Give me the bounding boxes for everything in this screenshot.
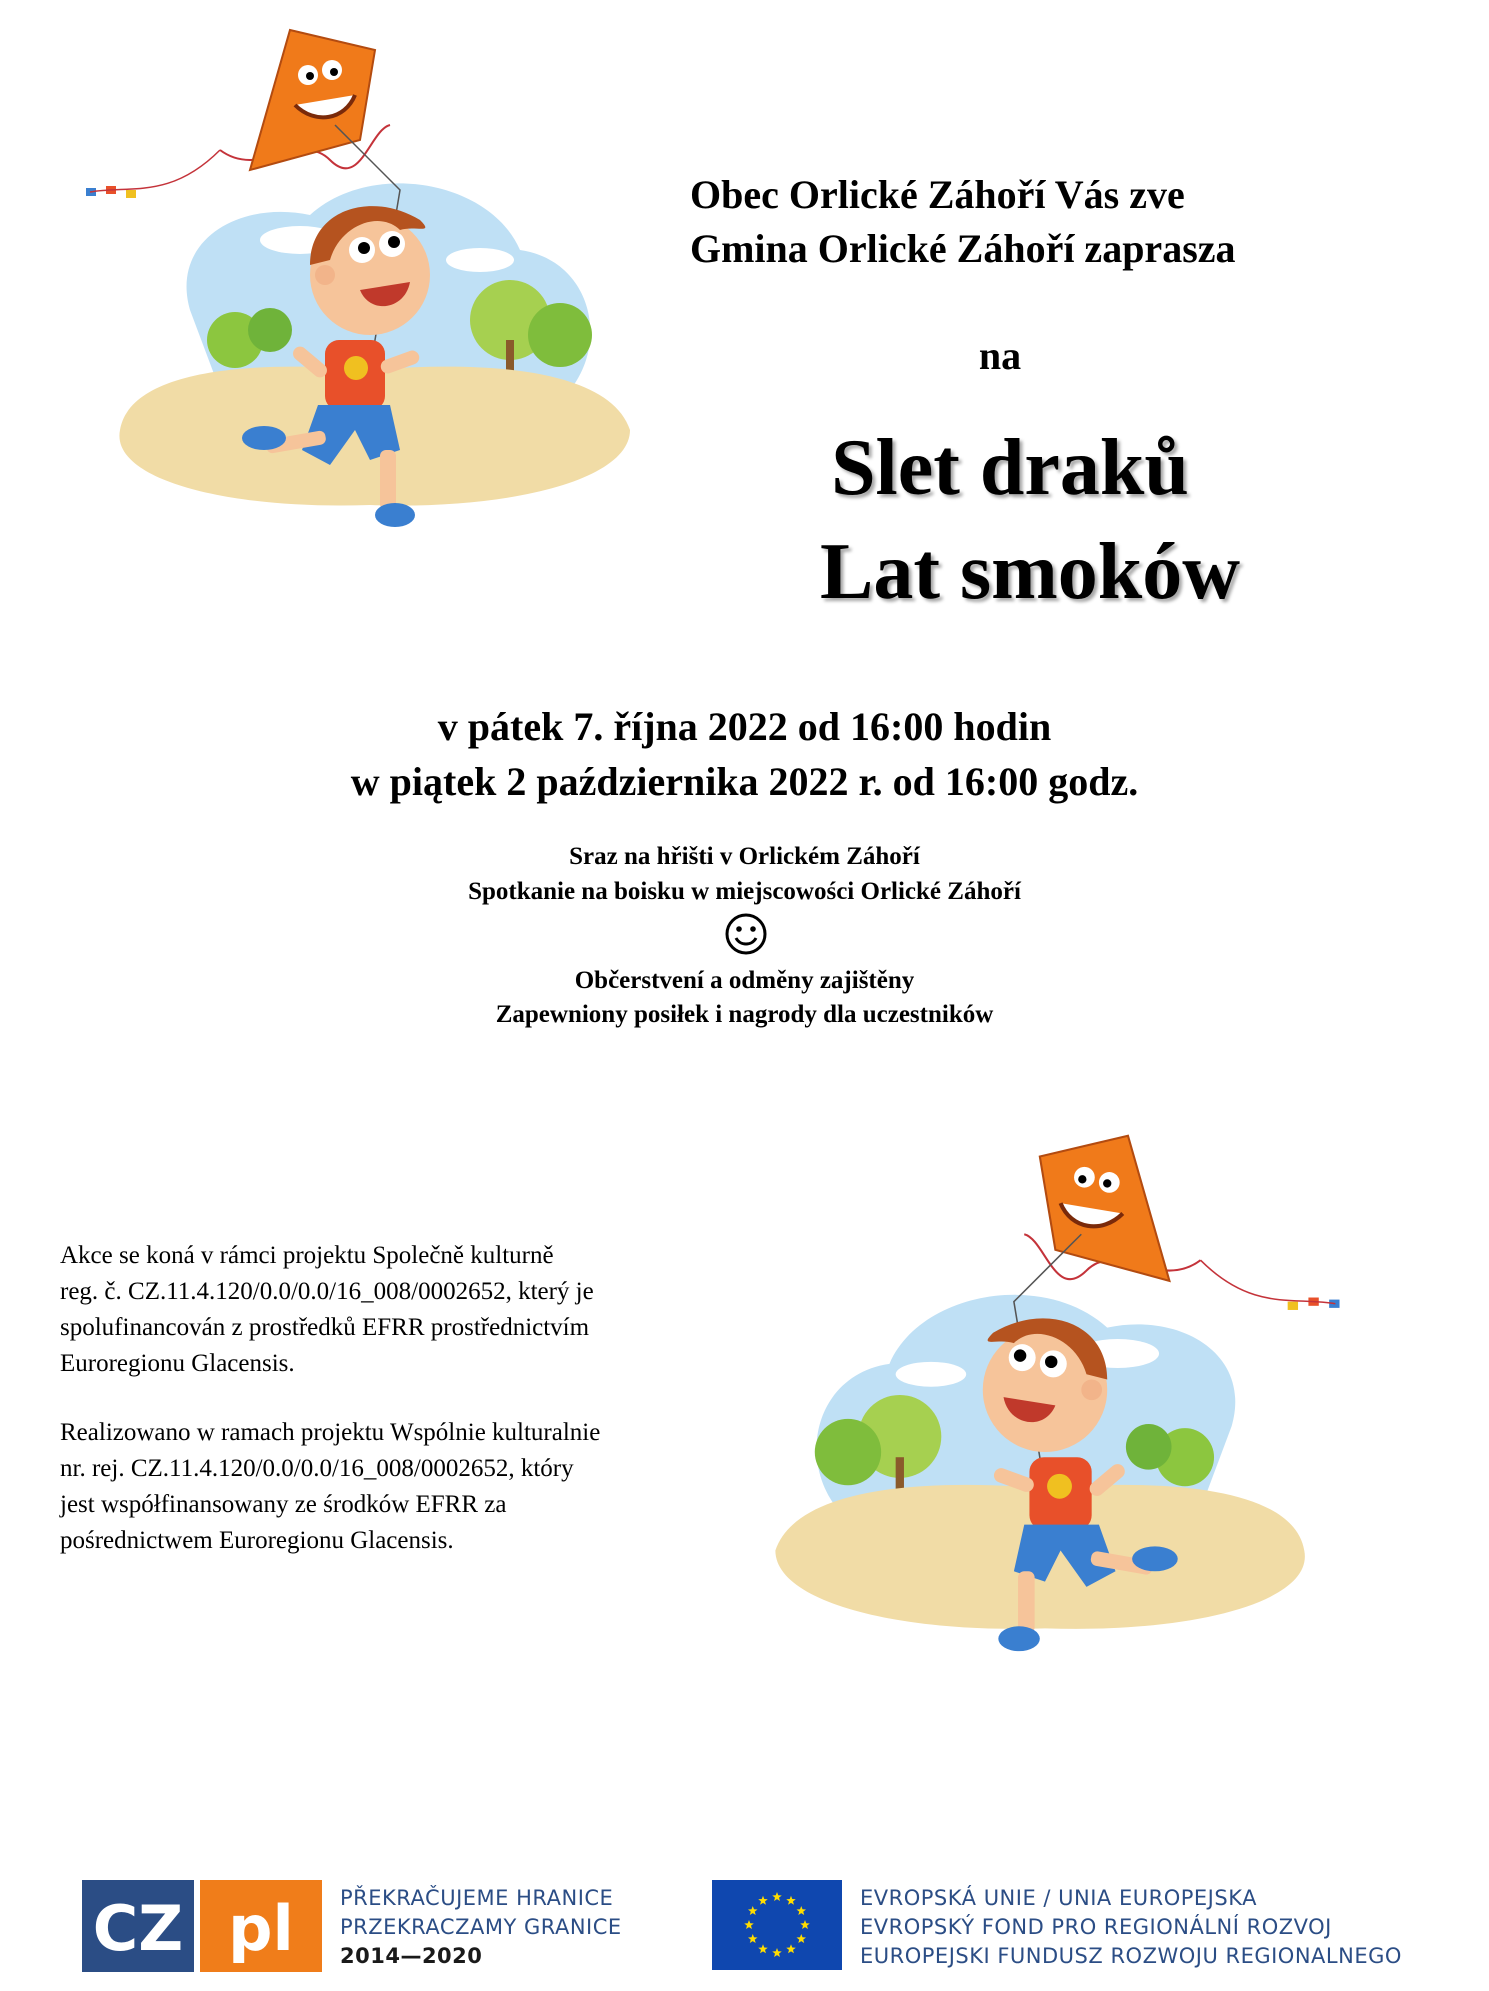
event-date-pl: w piątek 2 października 2022 r. od 16:00 godz. — [350, 759, 1139, 804]
meeting-place-cz: Sraz na hřišti v Orlickém Záhoří — [569, 843, 920, 870]
project-pl-line: nr. rej. CZ.11.4.120/0.0/0.0/16_008/0002652, który — [60, 1455, 574, 1482]
kite-boy-illustration-bottom — [720, 1115, 1370, 1675]
invite-line-cz: Obec Orlické Záhoří Vás zve — [690, 172, 1185, 217]
project-cz-line: Akce se koná v rámci projektu Společně kulturně — [60, 1242, 554, 1269]
project-pl-line: pośrednictwem Euroregionu Glacensis. — [60, 1527, 454, 1554]
eu-fund-text — [860, 1884, 1402, 1971]
project-info-cz — [60, 1238, 700, 1382]
invite-line-pl: Gmina Orlické Záhoří zaprasza — [690, 226, 1236, 271]
eu-line-union: EVROPSKÁ UNIE / UNIA EUROPEJSKA — [860, 1886, 1257, 1910]
smiley-icon — [724, 912, 768, 956]
project-pl-line: Realizowano w ramach projektu Wspólnie kulturalnie — [60, 1419, 601, 1446]
project-cz-line: Euroregionu Glacensis. — [60, 1350, 295, 1377]
czpl-logo-cz: CZ — [92, 1892, 184, 1965]
project-pl-line: jest współfinansowany ze środków EFRR za — [60, 1491, 507, 1518]
czpl-line-pl: PRZEKRACZAMY GRANICE — [340, 1915, 622, 1939]
eu-line-fund-cz: EVROPSKÝ FOND PRO REGIONÁLNÍ ROZVOJ — [860, 1915, 1332, 1939]
czpl-years: 2014—2020 — [340, 1944, 483, 1968]
event-title-cz: Slet draků — [831, 424, 1189, 512]
czpl-program-text — [340, 1884, 622, 1971]
project-cz-line: reg. č. CZ.11.4.120/0.0/0.0/16_008/0002652, který je — [60, 1278, 594, 1305]
project-cz-line: spolufinancován z prostředků EFRR prostřednictvím — [60, 1314, 590, 1341]
event-date-cz: v pátek 7. října 2022 od 16:00 hodin — [437, 704, 1052, 749]
refreshments-pl: Zapewniony posiłek i nagrody dla uczestników — [495, 1001, 994, 1028]
czpl-line-cz: PŘEKRAČUJEME HRANICE — [340, 1886, 614, 1910]
refreshments-cz: Občerstvení a odměny zajištěny — [574, 967, 915, 994]
eu-line-fund-pl: EUROPEJSKI FUNDUSZ ROZWOJU REGIONALNEGO — [860, 1944, 1402, 1968]
czpl-logo-pl: pl — [228, 1892, 294, 1965]
eu-flag-icon — [712, 1880, 842, 1970]
czpl-logo — [82, 1880, 322, 1972]
event-title-pl: Lat smoków — [819, 528, 1241, 616]
na-word: na — [978, 333, 1022, 378]
project-info-pl — [60, 1415, 700, 1559]
meeting-place-pl: Spotkanie na boisku w miejscowości Orlické Záhoří — [468, 878, 1021, 905]
